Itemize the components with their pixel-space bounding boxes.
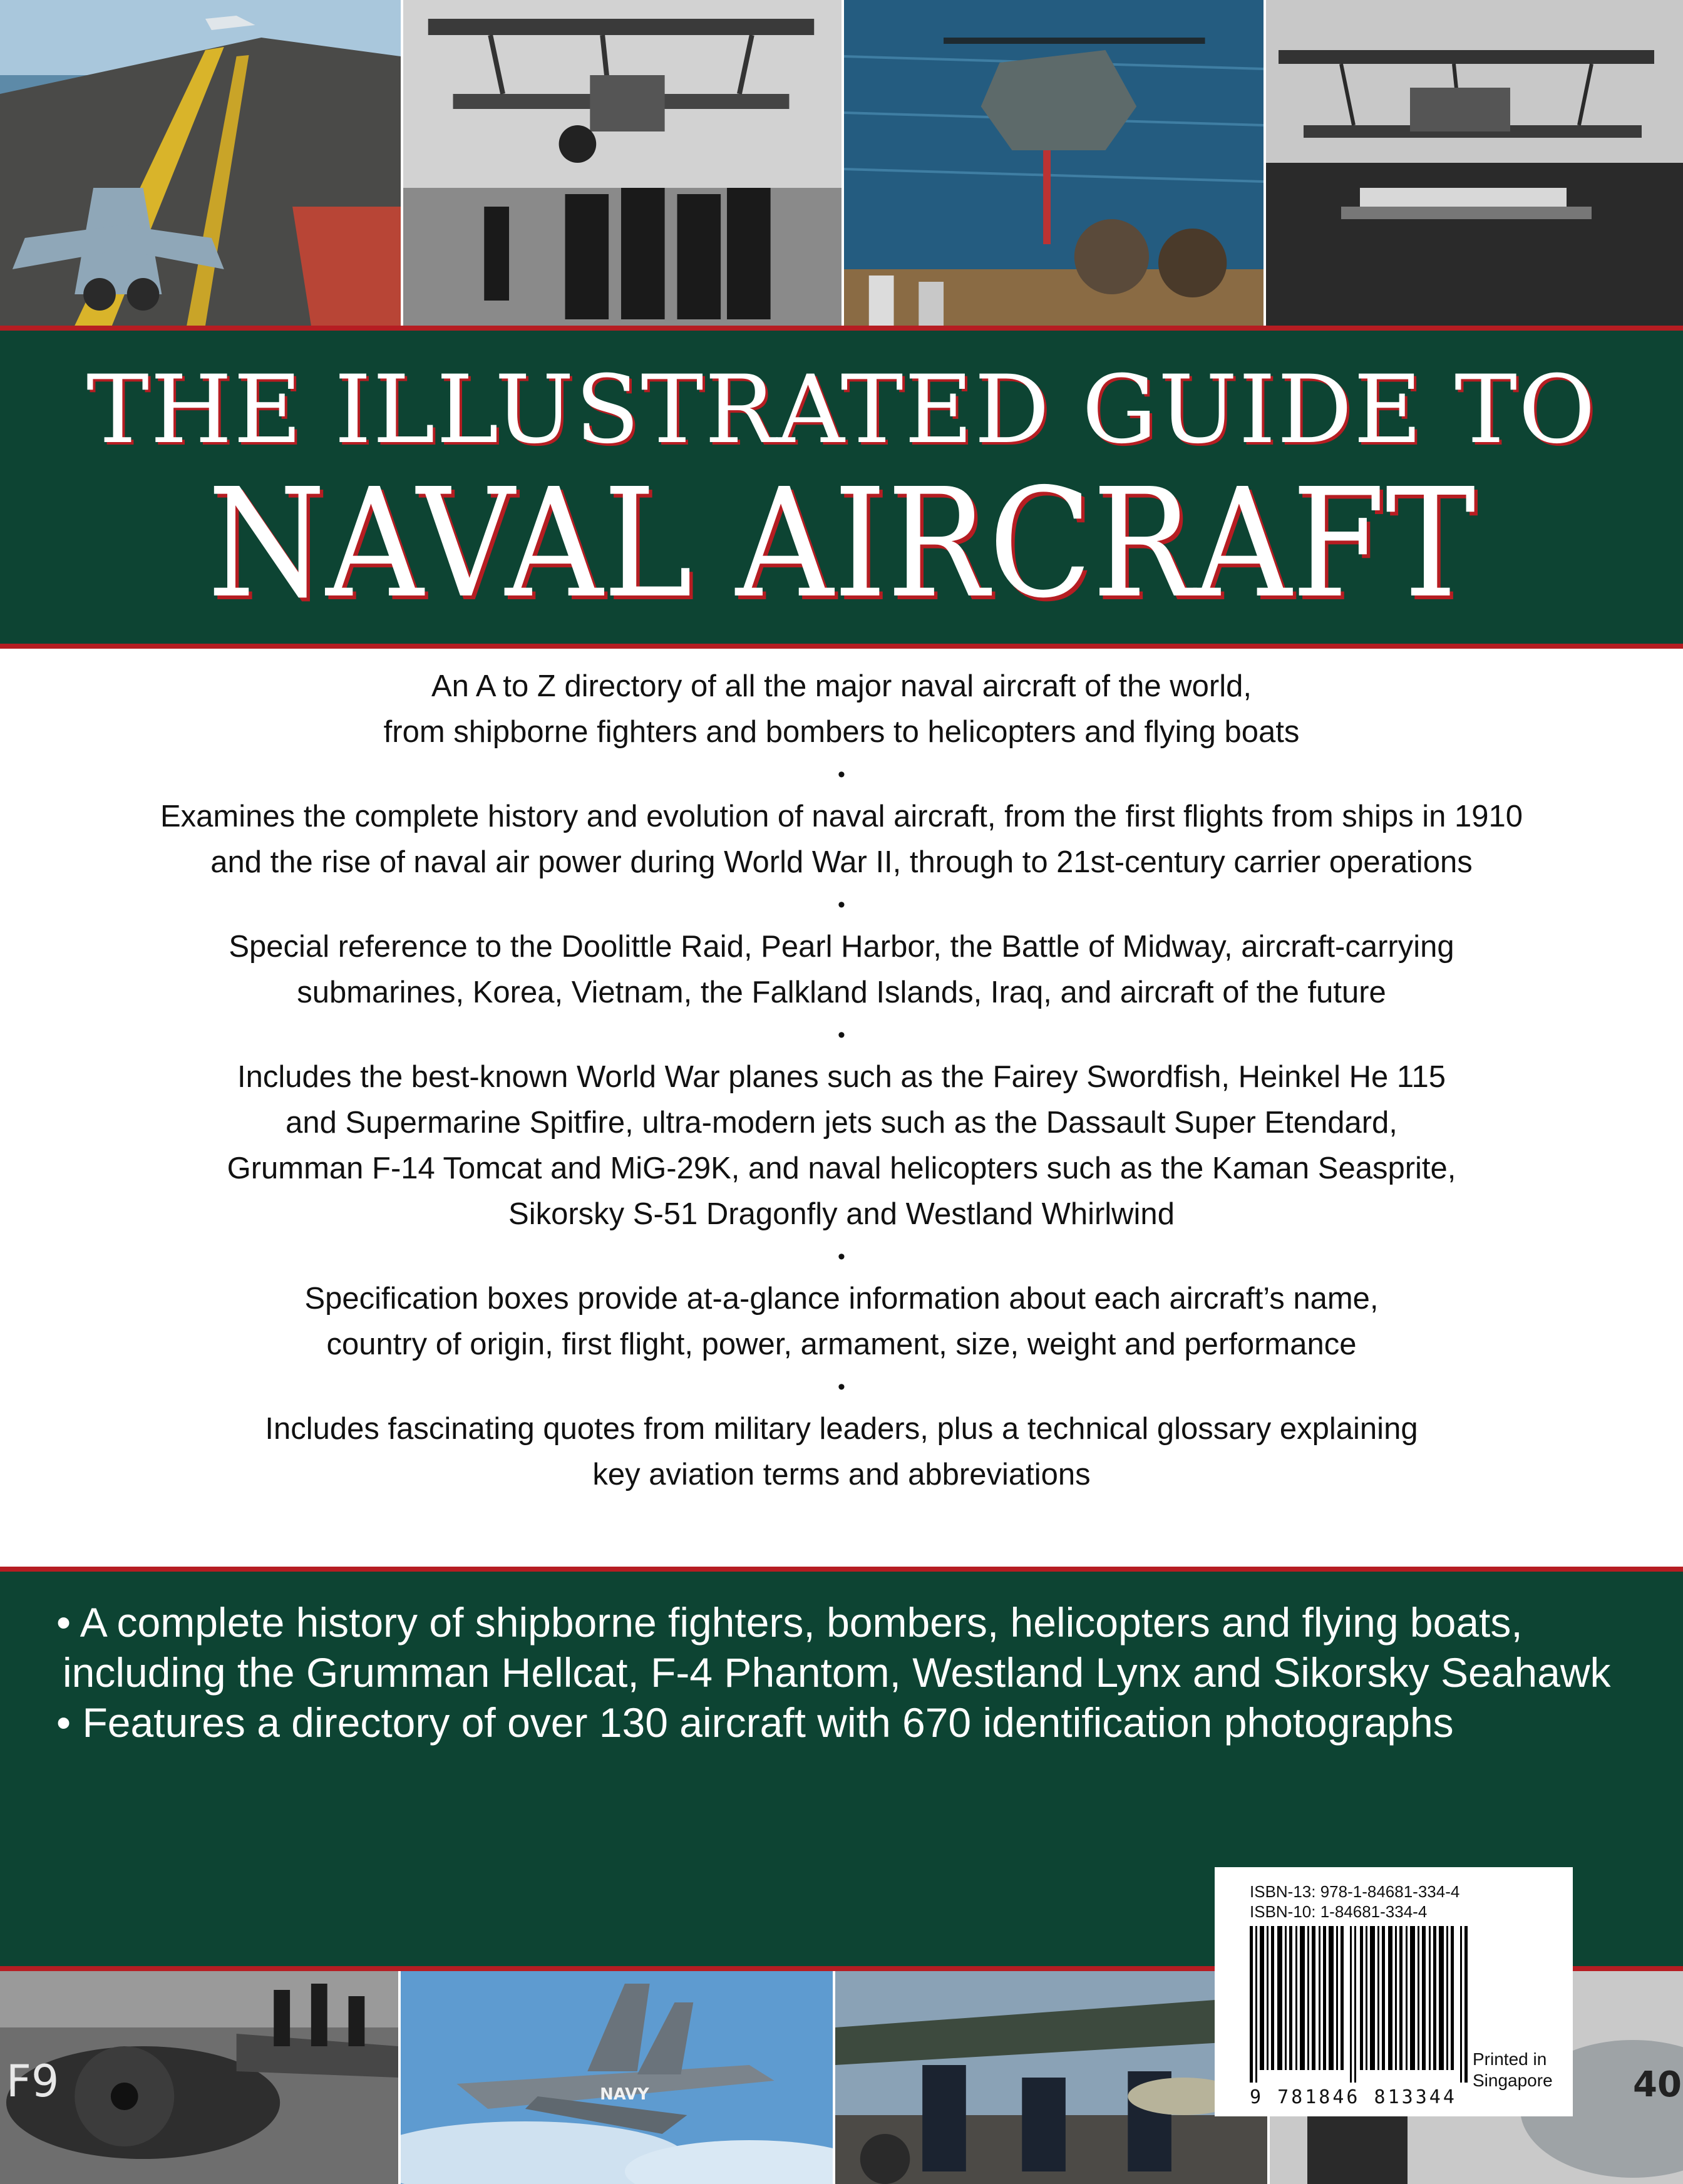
barcode-box bbox=[1215, 1867, 1573, 2116]
highlights-red-rule bbox=[0, 1567, 1683, 1572]
title-line-2: NAVAL AIRCRAFT bbox=[207, 456, 1476, 631]
blurb-paragraph: Special reference to the Doolittle Raid, Pearl Harbor, the Battle of Midway, aircraft-carrying submarines, Korea, Vietnam, the Falkland Islands, Iraq, and aircraft of the future bbox=[229, 930, 1454, 1009]
top-red-rule bbox=[0, 326, 1683, 331]
title-band bbox=[0, 331, 1683, 644]
separator-dot: • bbox=[838, 1375, 845, 1399]
printed-in-label: Printed in Singapore bbox=[1473, 2049, 1553, 2090]
separator-dot: • bbox=[838, 893, 845, 917]
highlight-line-3: • Features a directory of over 130 aircraft with 670 identification photographs bbox=[56, 1699, 1454, 1746]
highlight-line-2: including the Grumman Hellcat, F-4 Phantom, Westland Lynx and Sikorsky Seahawk bbox=[63, 1649, 1611, 1696]
photo-corsair-deck bbox=[0, 1971, 401, 2184]
blurb-paragraph: Includes the best-known World War planes such as the Fairey Swordfish, Heinkel He 115 and Supermarine Spitfire, ultra-modern jets such as the Dassault Super Etendard, Grumman F-14 Tomcat and MiG-29K, and naval helicopters such as the Kaman Seasprite, Sikorsky S-51 Dragonfly and Westland Whirlwind bbox=[227, 1060, 1456, 1231]
photo-seaplane-water bbox=[1266, 0, 1683, 326]
blurb-paragraph: Specification boxes provide at-a-glance information about each aircraft’s name, country of origin, first flight, power, armament, size, weight and performance bbox=[304, 1282, 1379, 1361]
barcode-bars bbox=[1250, 1926, 1469, 2083]
blurb-paragraph: Includes fascinating quotes from military leaders, plus a technical glossary explaining key aviation terms and abbreviations bbox=[265, 1412, 1418, 1491]
separator-dot: • bbox=[838, 763, 845, 786]
isbn-10: ISBN-10: 1-84681-334-4 bbox=[1250, 1902, 1428, 1921]
photo-biplane-crew bbox=[403, 0, 844, 326]
separator-dot: • bbox=[838, 1023, 845, 1047]
title-red-rule bbox=[0, 644, 1683, 649]
description-blurb bbox=[50, 664, 1633, 1498]
photo-tomcat-sky bbox=[401, 1971, 835, 2184]
photo-deck-crew bbox=[835, 1971, 1270, 2184]
isbn-13: ISBN-13: 978-1-84681-334-4 bbox=[1250, 1882, 1460, 1901]
photo-carrier-deck-jets bbox=[0, 0, 403, 326]
barcode-digits: 9 781846 813344 bbox=[1250, 2086, 1457, 2108]
photo-helicopter-sea bbox=[844, 0, 1266, 326]
corsair-number-label: F9 bbox=[6, 2056, 59, 2108]
navy-marking-label: NAVY bbox=[600, 2084, 649, 2104]
blurb-paragraph: An A to Z directory of all the major naval aircraft of the world, from shipborne fighters and bombers to helicopters and flying boats bbox=[383, 669, 1300, 749]
title-line-1: THE ILLUSTRATED GUIDE TO bbox=[86, 356, 1597, 465]
highlight-line-1: • A complete history of shipborne fighters, bombers, helicopters and flying boats, bbox=[56, 1599, 1523, 1646]
separator-dot: • bbox=[838, 1245, 845, 1269]
side-number-label: 40 bbox=[1633, 2064, 1682, 2105]
blurb-paragraph: Examines the complete history and evolution of naval aircraft, from the first flights from ships in 1910 and the rise of naval air power during World War II, through to 21st-century carrier operations bbox=[160, 800, 1523, 879]
top-photo-strip bbox=[0, 0, 1683, 326]
